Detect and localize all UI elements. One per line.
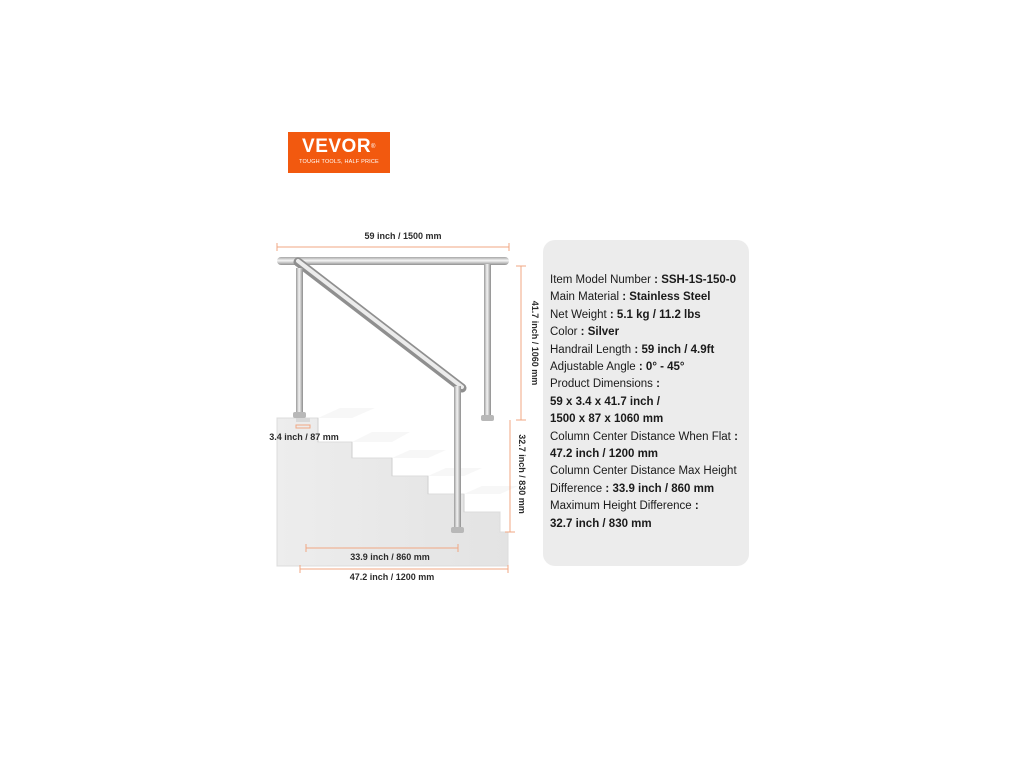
spec-value: 47.2 inch / 1200 mm bbox=[550, 448, 659, 461]
spec-label: Product Dimensions bbox=[550, 378, 653, 391]
spec-separator: : bbox=[631, 343, 642, 356]
spec-separator: : bbox=[606, 308, 617, 321]
spec-row bbox=[550, 289, 750, 306]
spec-separator: : bbox=[619, 291, 630, 304]
spec-separator: : bbox=[652, 378, 660, 391]
spec-value: 59 x 3.4 x 41.7 inch / bbox=[550, 395, 660, 408]
spec-row bbox=[550, 324, 750, 341]
spec-separator: : bbox=[577, 326, 588, 339]
spec-row bbox=[550, 411, 750, 428]
top-rail bbox=[277, 243, 509, 265]
dim-total-height: 41.7 inch / 1060 mm bbox=[530, 300, 540, 386]
spec-row bbox=[550, 498, 750, 515]
right-post bbox=[481, 264, 494, 421]
dim-base-width: 3.4 inch / 87 mm bbox=[269, 432, 339, 442]
spec-row bbox=[550, 429, 750, 446]
spec-list bbox=[550, 272, 750, 533]
spec-row bbox=[550, 307, 750, 324]
spec-value: 5.1 kg / 11.2 lbs bbox=[616, 308, 701, 321]
spec-row bbox=[550, 376, 750, 393]
spec-label: Column Center Distance When Flat bbox=[550, 430, 731, 443]
spec-value: 33.9 inch / 860 mm bbox=[612, 482, 715, 495]
spec-separator: : bbox=[650, 274, 662, 286]
dim-center-distance-max: 33.9 inch / 860 mm bbox=[350, 552, 430, 562]
spec-row bbox=[550, 342, 750, 359]
spec-row bbox=[550, 481, 750, 498]
diagonal-rail bbox=[298, 261, 462, 388]
spec-label: Adjustable Angle bbox=[550, 361, 636, 374]
spec-value: Silver bbox=[587, 326, 620, 339]
spec-row bbox=[550, 446, 750, 463]
spec-label: Handrail Length bbox=[550, 343, 632, 356]
registered-mark: ® bbox=[371, 144, 376, 150]
spec-separator: : bbox=[691, 500, 699, 513]
dim-top-length: 59 inch / 1500 mm bbox=[364, 231, 442, 241]
spec-label: Item Model Number bbox=[550, 274, 651, 286]
dim-center-distance-flat: 47.2 inch / 1200 mm bbox=[349, 572, 435, 582]
spec-value: Stainless Steel bbox=[629, 291, 711, 304]
spec-row bbox=[550, 359, 750, 376]
spec-separator: : bbox=[602, 482, 613, 495]
spec-value: SSH-1S-150-0 bbox=[661, 274, 737, 286]
spec-row bbox=[550, 463, 750, 480]
left-post bbox=[293, 268, 310, 422]
spec-value: 32.7 inch / 830 mm bbox=[550, 517, 652, 530]
spec-value: 59 inch / 4.9ft bbox=[641, 343, 715, 356]
spec-label: Color bbox=[550, 326, 578, 339]
spec-row bbox=[550, 394, 750, 411]
brand-tagline: TOUGH TOOLS, HALF PRICE bbox=[299, 159, 379, 165]
spec-label: Maximum Height Difference bbox=[550, 500, 692, 513]
spec-row bbox=[550, 516, 750, 533]
spec-label: Column Center Distance Max Height bbox=[550, 465, 737, 478]
spec-label: Main Material bbox=[550, 291, 620, 304]
spec-separator: : bbox=[730, 430, 738, 443]
spec-separator: : bbox=[635, 361, 646, 374]
spec-value: 0° - 45° bbox=[645, 361, 685, 374]
spec-label: Difference bbox=[550, 482, 603, 495]
spec-label: Net Weight bbox=[550, 308, 607, 321]
brand-name: VEVOR bbox=[302, 136, 372, 157]
dim-max-height-diff: 32.7 inch / 830 mm bbox=[517, 434, 527, 514]
spec-value: 1500 x 87 x 1060 mm bbox=[550, 413, 664, 426]
spec-row bbox=[550, 272, 750, 289]
